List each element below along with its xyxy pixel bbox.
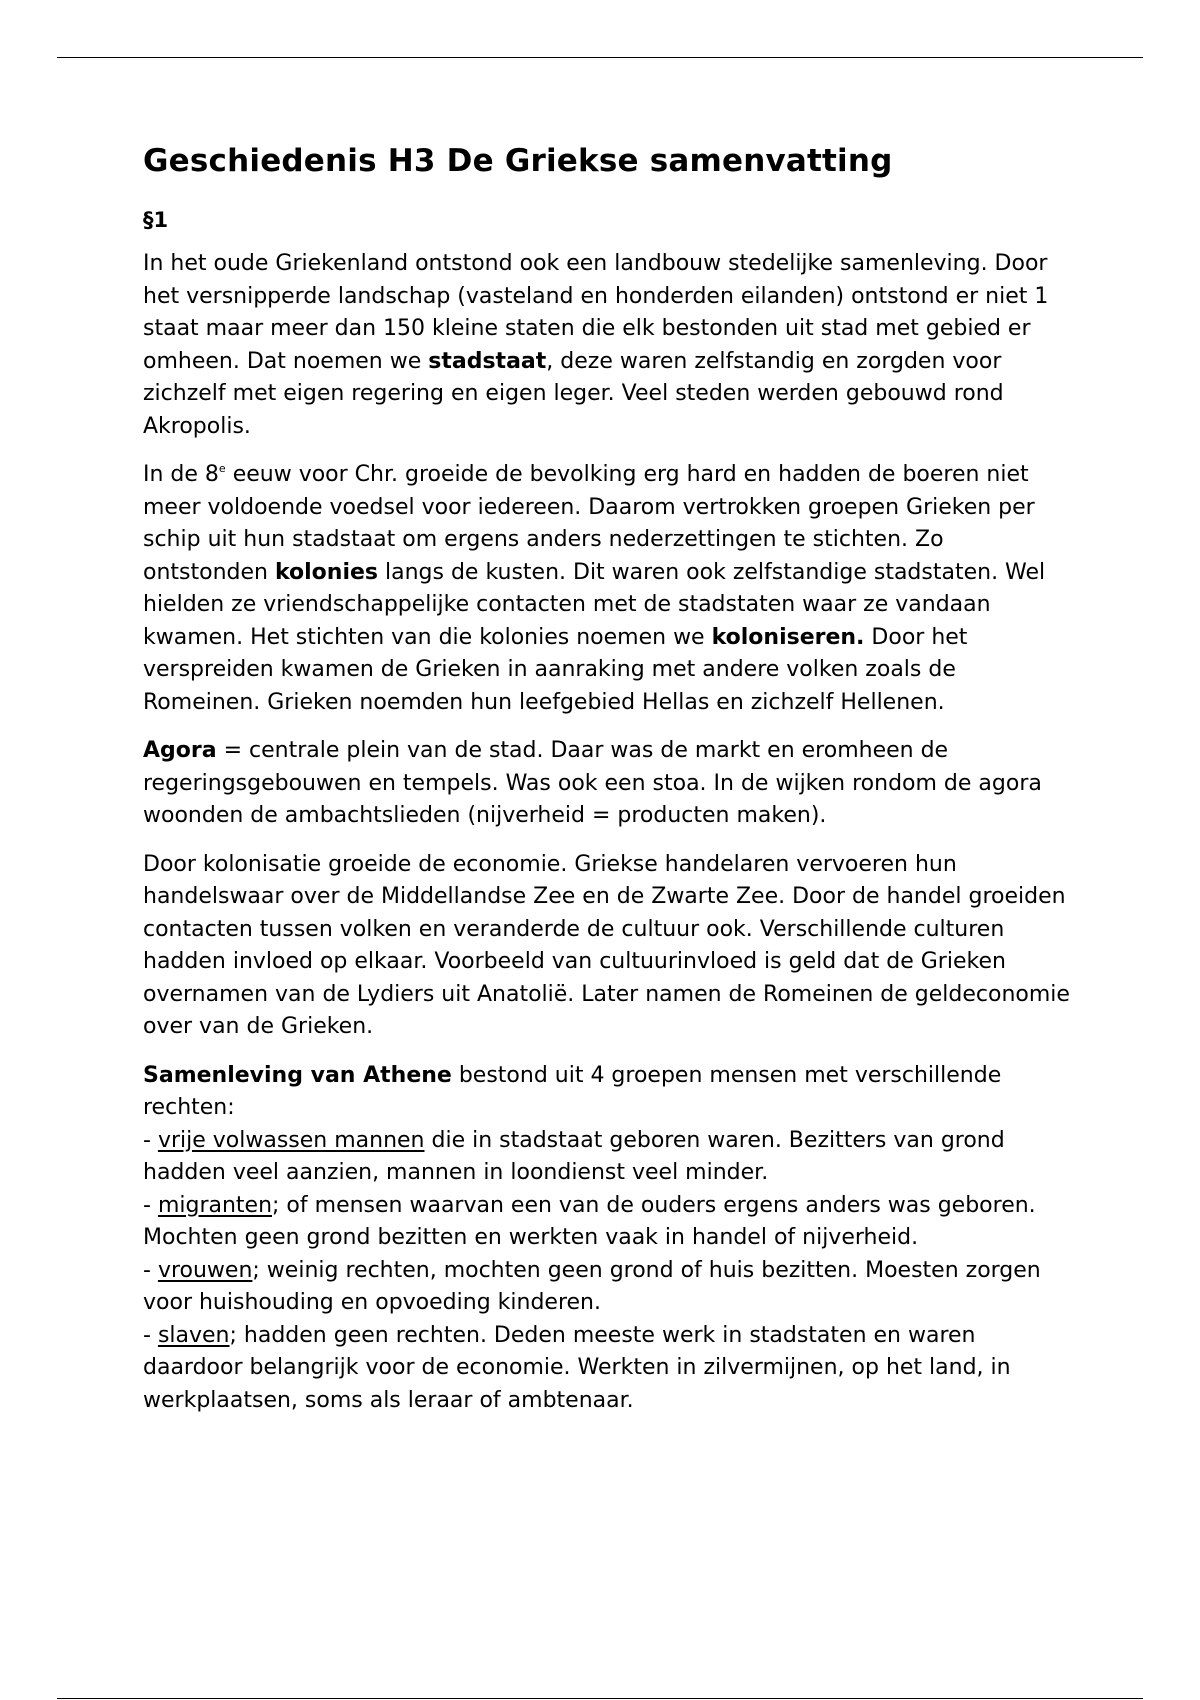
- list-dash: -: [143, 1127, 158, 1153]
- paragraph-samenleving: [143, 1060, 1073, 1418]
- term-kolonies: kolonies: [274, 559, 378, 585]
- document-body: [143, 138, 1073, 1433]
- list-item: [143, 1320, 1073, 1418]
- text-run: eeuw voor Chr. groeide de bevolking erg hard en hadden de boeren niet meer voldoende voedsel voor iedereen. Daarom vertrokken groepen Grieken per schip uit hun stadstaat om ergens anders nederzettingen te stichten. Zo ontstonden: [143, 462, 1035, 585]
- paragraph-stadstaat: [143, 248, 1073, 443]
- bottom-rule: [57, 1698, 1143, 1699]
- text-run: ; of mensen waarvan een van de ouders ergens anders was geboren. Mochten geen grond bezitten en werkten vaak in handel of nijverheid.: [143, 1192, 1036, 1250]
- term-koloniseren: koloniseren.: [711, 624, 865, 650]
- list-item: [143, 1255, 1073, 1320]
- group-name: slaven: [157, 1322, 230, 1348]
- page-title: Geschiedenis H3 De Griekse samenvatting: [143, 143, 893, 179]
- text-run: bestond uit 4 groepen mensen met verschillende rechten:: [143, 1062, 1002, 1120]
- text-run: ; hadden geen rechten. Deden meeste werk in stadstaten en waren daardoor belangrijk voor de economie. Werkten in zilvermijnen, op het land, in werkplaatsen, soms als leraar of ambtenaar.: [143, 1322, 1011, 1413]
- list-dash: -: [143, 1257, 158, 1283]
- term-samenleving-athene: Samenleving van Athene: [143, 1062, 452, 1088]
- paragraph-economie: [143, 849, 1073, 1044]
- paragraph-agora: [143, 735, 1073, 833]
- term-agora: Agora: [143, 738, 217, 763]
- top-rule: [57, 57, 1143, 58]
- text-run: In het oude Griekenland ontstond ook een landbouw stedelijke samenleving. Door het versnipperde landschap (vasteland en honderden eilanden) ontstond er niet 1 staat maar meer dan 150 kleine staten die elk bestonden uit stad met gebied er omheen. Dat noemen we: [143, 251, 1049, 374]
- list-intro: [143, 1060, 1073, 1125]
- text-run: = centrale plein van de stad. Daar was de markt en eromheen de regeringsgebouwen en tempels. Was ook een stoa. In de wijken rondom de agora woonden de ambachtslieden (nijverheid = producten maken).: [143, 738, 1042, 828]
- text-run: ; weinig rechten, mochten geen grond of huis bezitten. Moesten zorgen voor huishouding en opvoeding kinderen.: [143, 1257, 1041, 1315]
- list-item: [143, 1190, 1073, 1255]
- list-item: [143, 1125, 1073, 1190]
- group-name: vrouwen: [157, 1257, 253, 1283]
- text-run: Door kolonisatie groeide de economie. Griekse handelaren vervoeren hun handelswaar over de Middellandse Zee en de Zwarte Zee. Door de handel groeiden contacten tussen volken en veranderde de cultuur ook. Verschillende culturen hadden invloed op elkaar. Voorbeeld van cultuurinvloed is geld dat de Grieken overnamen van de Lydiers uit Anatolië. Later namen de Romeinen de geldeconomie over van de Grieken.: [143, 851, 1070, 1039]
- list-dash: -: [143, 1322, 158, 1348]
- group-name: vrije volwassen mannen: [157, 1127, 425, 1153]
- text-run: langs de kusten. Dit waren ook zelfstandige stadstaten. Wel hielden ze vriendschappelijke contacten met de stadstaten waar ze vandaan kwamen. Het stichten van die kolonies noemen we: [143, 559, 1046, 650]
- superscript: e: [218, 462, 226, 475]
- text-run: , deze waren zelfstandig en zorgden voor zichzelf met eigen regering en eigen leger. Veel steden werden gebouwd rond Akropolis.: [143, 348, 1004, 439]
- term-stadstaat: stadstaat: [428, 348, 547, 374]
- section-heading: §1: [143, 208, 169, 232]
- text-run: die in stadstaat geboren waren. Bezitters van grond hadden veel aanzien, mannen in loondienst veel minder.: [143, 1127, 1005, 1185]
- paragraph-kolonies: [143, 459, 1073, 719]
- group-name: migranten: [157, 1192, 273, 1218]
- list-dash: -: [143, 1192, 158, 1218]
- text-run: Door het verspreiden kwamen de Grieken in aanraking met andere volken zoals de Romeinen. Grieken noemden hun leefgebied Hellas en zichzelf Hellenen.: [143, 624, 968, 715]
- text-run: In de 8: [143, 462, 219, 487]
